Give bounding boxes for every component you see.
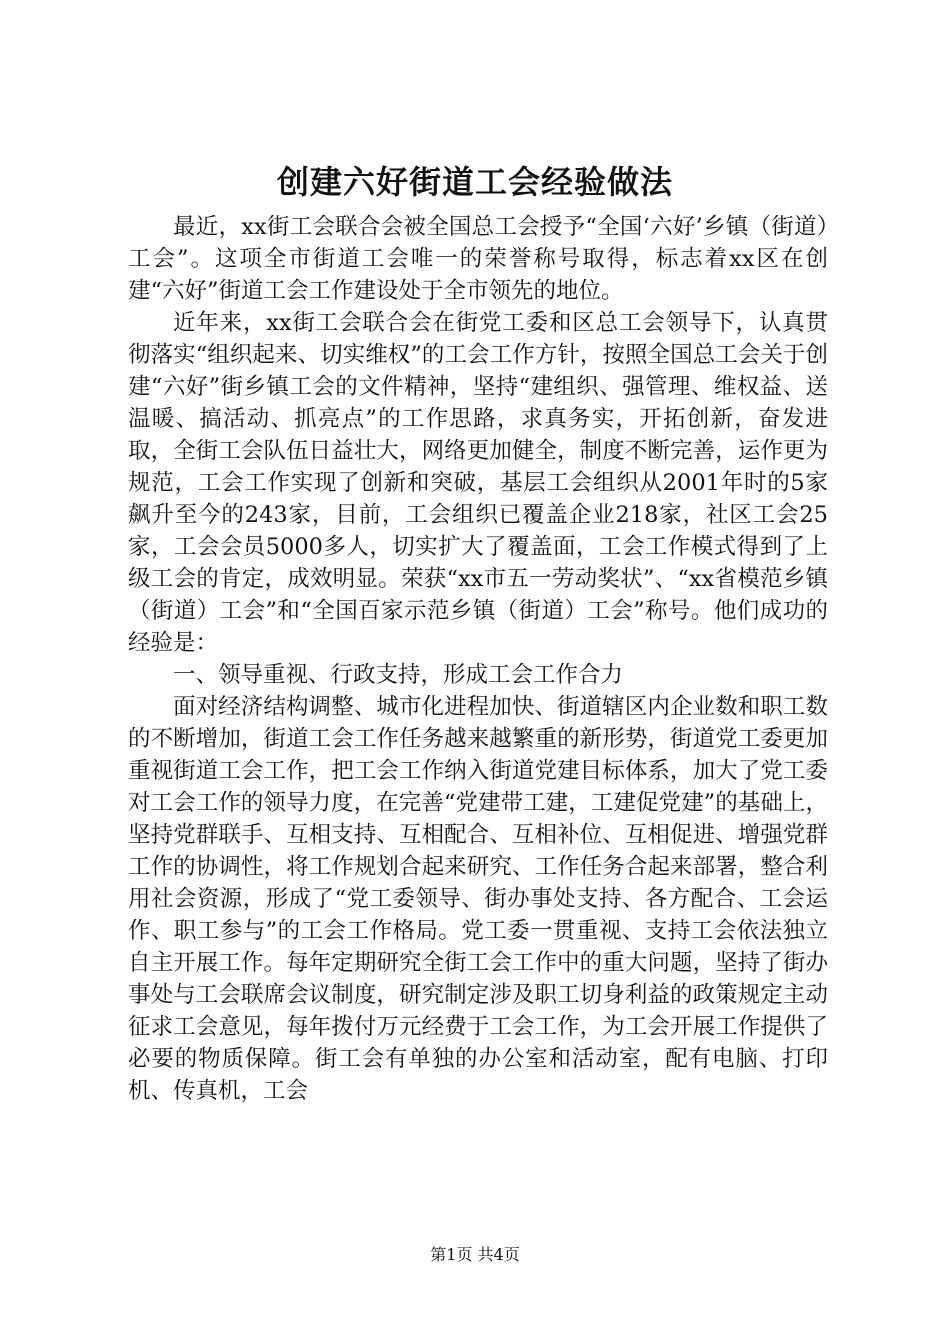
document-title: 创建六好街道工会经验做法 [276, 163, 673, 201]
paragraph-section-1: 面对经济结构调整、城市化进程加快、街道辖区内企业数和职工数的不断增加，街道工会工作任务越来越繁重的新形势，街道党工委更加重视街道工会工作，把工会工作纳入街道党建目标体系，加大了党工委对工会工作的领导力度，在完善“党建带工建，工建促党建”的基础上，坚持党群联手、互相支持、互相配合、互相补位、互相促进、增强党群工作的协调性，将工作规划合起来研究、工作任务合起来部署，整合利用社会资源，形成了“党工委领导、街办事处支持、各方配合、工会运作、职工参与”的工会工作格局。党工委一贯重视、支持工会依法独立自主开展工作。每年定期研究全街工会工作中的重大问题，坚持了街办事处与工会联席会议制度，研究制定涉及职工切身利益的政策规定主动征求工会意见，每年拨付万元经费于工会工作，为工会开展工作提供了必要的物质保障。街工会有单独的办公室和活动室，配有电脑、打印机、传真机，工会 [128, 694, 828, 1104]
paragraph-background: 近年来，xx街工会联合会在街党工委和区总工会领导下，认真贯彻落实“组织起来、切实维权”的工会工作方针，按照全国总工会关于创建“六好”街乡镇工会的文件精神，坚持“建组织、强管理、维权益、送温暖、搞活动、抓亮点”的工作思路，求真务实，开拓创新，奋发进取，全街工会队伍日益壮大，网络更加健全，制度不断完善，运作更为规范，工会工作实现了创新和突破，基层工会组织从2001年时的5家飙升至今的243家，目前，工会组织已覆盖企业218家，社区工会25家，工会会员5000多人，切实扩大了覆盖面，工会工作模式得到了上级工会的肯定，成效明显。荣获“xx市五一劳动奖状”、“xx省模范乡镇（街道）工会”和“全国百家示范乡镇（街道）工会”称号。他们成功的经验是： [128, 310, 828, 656]
section-heading-1: 一、领导重视、行政支持，形成工会工作合力 [173, 662, 624, 688]
page-footer: 第1页 共4页 [430, 1245, 520, 1264]
document-body [128, 211, 828, 1107]
paragraph-intro: 最近，xx街工会联合会被全国总工会授予“全国‘六好’乡镇（街道）工会”。这项全市街道工会唯一的荣誉称号取得，标志着xx区在创建“六好”街道工会工作建设处于全市领先的地位。 [128, 214, 828, 304]
